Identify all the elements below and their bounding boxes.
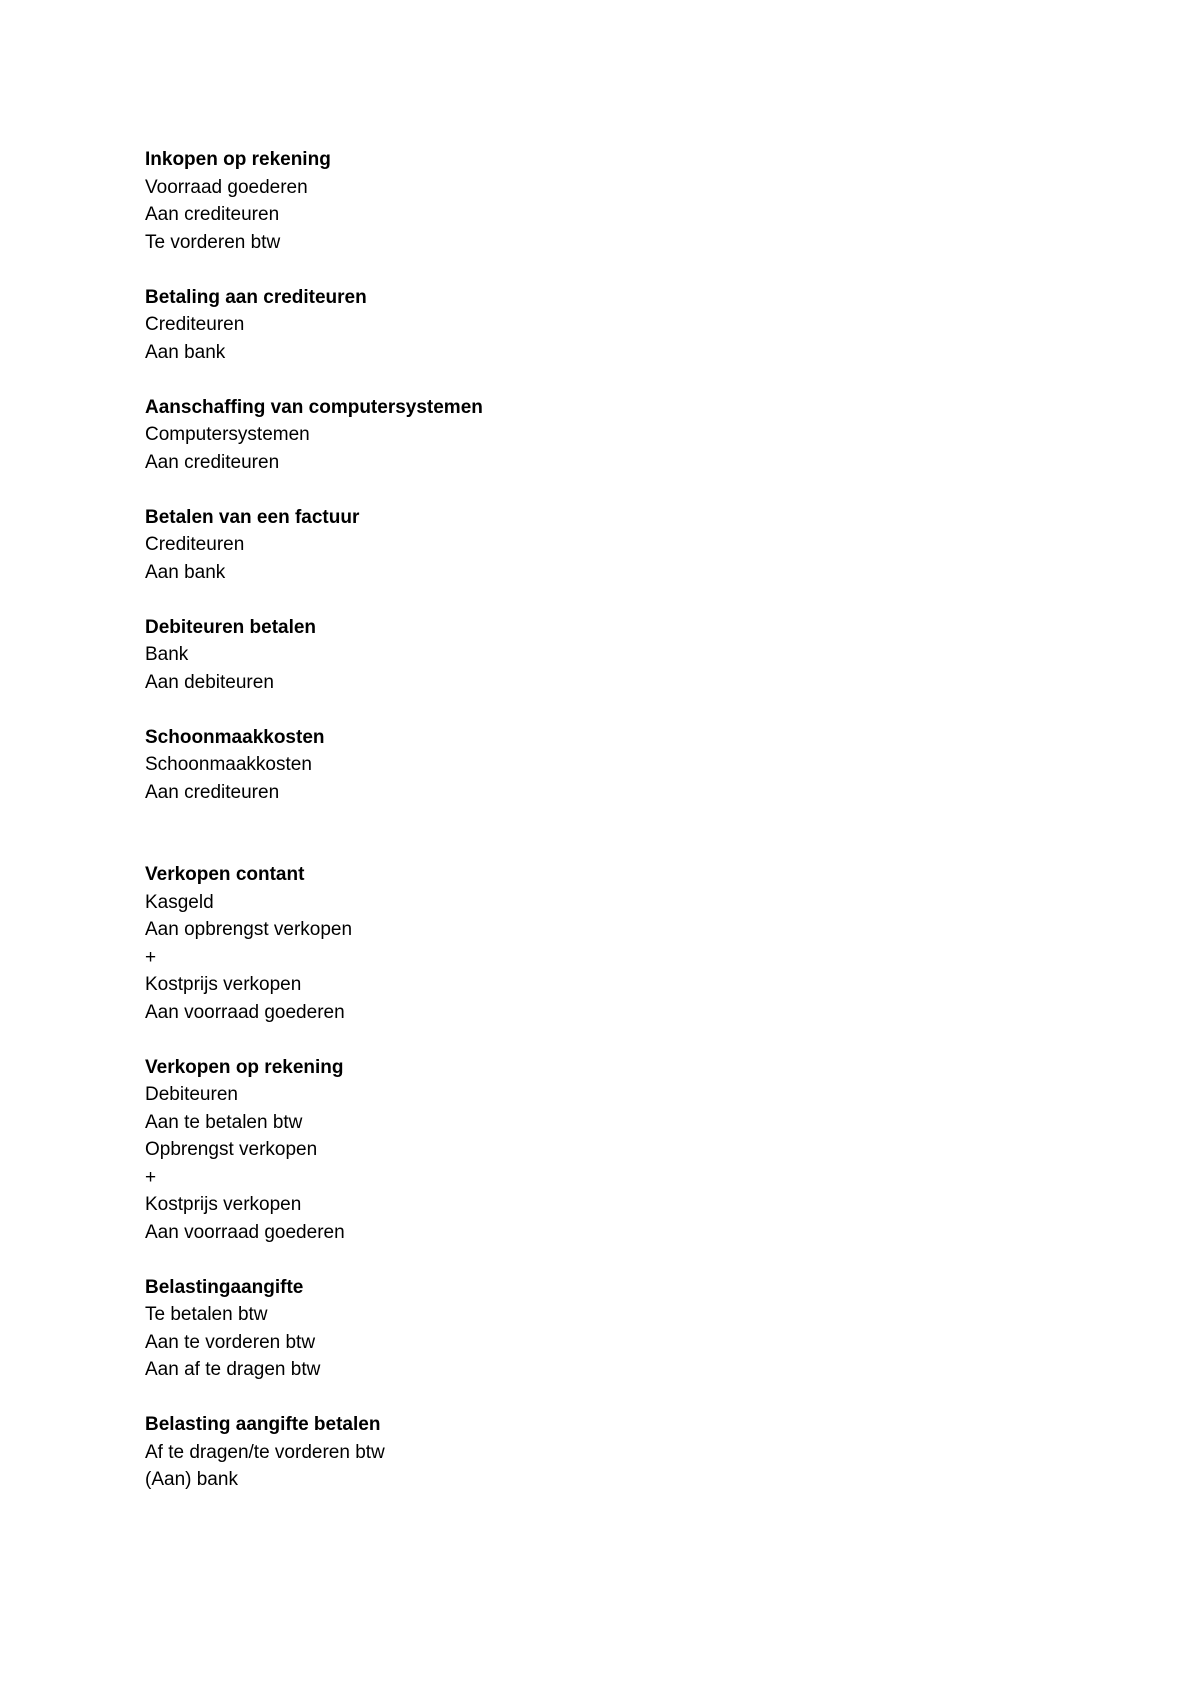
entry-line: Aan bank: [145, 341, 226, 363]
section-heading: Schoonmaakkosten: [145, 726, 325, 748]
entry-line: Voorraad goederen: [145, 176, 308, 198]
entry-line: Kasgeld: [145, 891, 214, 913]
entry-line: Aan te vorderen btw: [145, 1331, 316, 1353]
entry-line: Te vorderen btw: [145, 231, 281, 253]
entry-line: Aan crediteuren: [145, 204, 280, 225]
entry-line: Kostprijs verkopen: [145, 1194, 302, 1215]
section-heading: Debiteuren betalen: [145, 616, 317, 638]
section-aanschaffing-computersystemen: [145, 394, 1045, 477]
entry-line: Aan bank: [145, 561, 226, 583]
section-heading: Betaling aan crediteuren: [145, 286, 367, 308]
section-heading: Belasting aangifte betalen: [145, 1414, 381, 1435]
entry-line: +: [145, 946, 157, 968]
entry-line: Te betalen btw: [145, 1304, 268, 1325]
entry-line: Af te dragen/te vorderen btw: [145, 1441, 385, 1463]
entry-line: Crediteuren: [145, 314, 245, 335]
entry-line: Opbrengst verkopen: [145, 1139, 318, 1160]
section-heading: Verkopen op rekening: [145, 1056, 344, 1078]
entry-line: Computersystemen: [145, 424, 310, 445]
entry-line: (Aan) bank: [145, 1469, 238, 1490]
section-heading: Aanschaffing van computersystemen: [145, 396, 483, 418]
entry-line: Aan te betalen btw: [145, 1111, 303, 1133]
entry-line: Aan af te dragen btw: [145, 1359, 321, 1380]
entry-line: Aan crediteuren: [145, 451, 280, 473]
section-schoonmaakkosten: [145, 724, 1045, 807]
section-belasting-aangifte-betalen: [145, 1411, 1045, 1494]
section-heading: Belastingaangifte: [145, 1276, 304, 1298]
section-belastingaangifte: [145, 1274, 1045, 1384]
section-heading: Inkopen op rekening: [145, 149, 331, 170]
entry-line: Schoonmaakkosten: [145, 754, 312, 775]
section-verkopen-contant: [145, 861, 1045, 1026]
entry-line: Aan voorraad goederen: [145, 1221, 345, 1243]
section-heading: Betalen van een factuur: [145, 506, 360, 528]
section-heading: Verkopen contant: [145, 864, 305, 885]
entry-line: Aan opbrengst verkopen: [145, 919, 353, 940]
section-verkopen-op-rekening: [145, 1054, 1045, 1247]
entry-line: Bank: [145, 644, 189, 665]
section-betalen-van-een-factuur: [145, 504, 1045, 587]
entry-line: Kostprijs verkopen: [145, 974, 302, 995]
entry-line: Aan debiteuren: [145, 671, 274, 693]
entry-line: Crediteuren: [145, 534, 245, 555]
section-debiteuren-betalen: [145, 614, 1045, 697]
entry-line: +: [145, 1166, 157, 1188]
entry-line: Aan voorraad goederen: [145, 1001, 345, 1023]
section-inkopen-op-rekening: [145, 146, 1045, 256]
entry-line: Aan crediteuren: [145, 781, 280, 803]
document-body: [145, 146, 1045, 1521]
section-betaling-aan-crediteuren: [145, 284, 1045, 367]
entry-line: Debiteuren: [145, 1084, 238, 1105]
